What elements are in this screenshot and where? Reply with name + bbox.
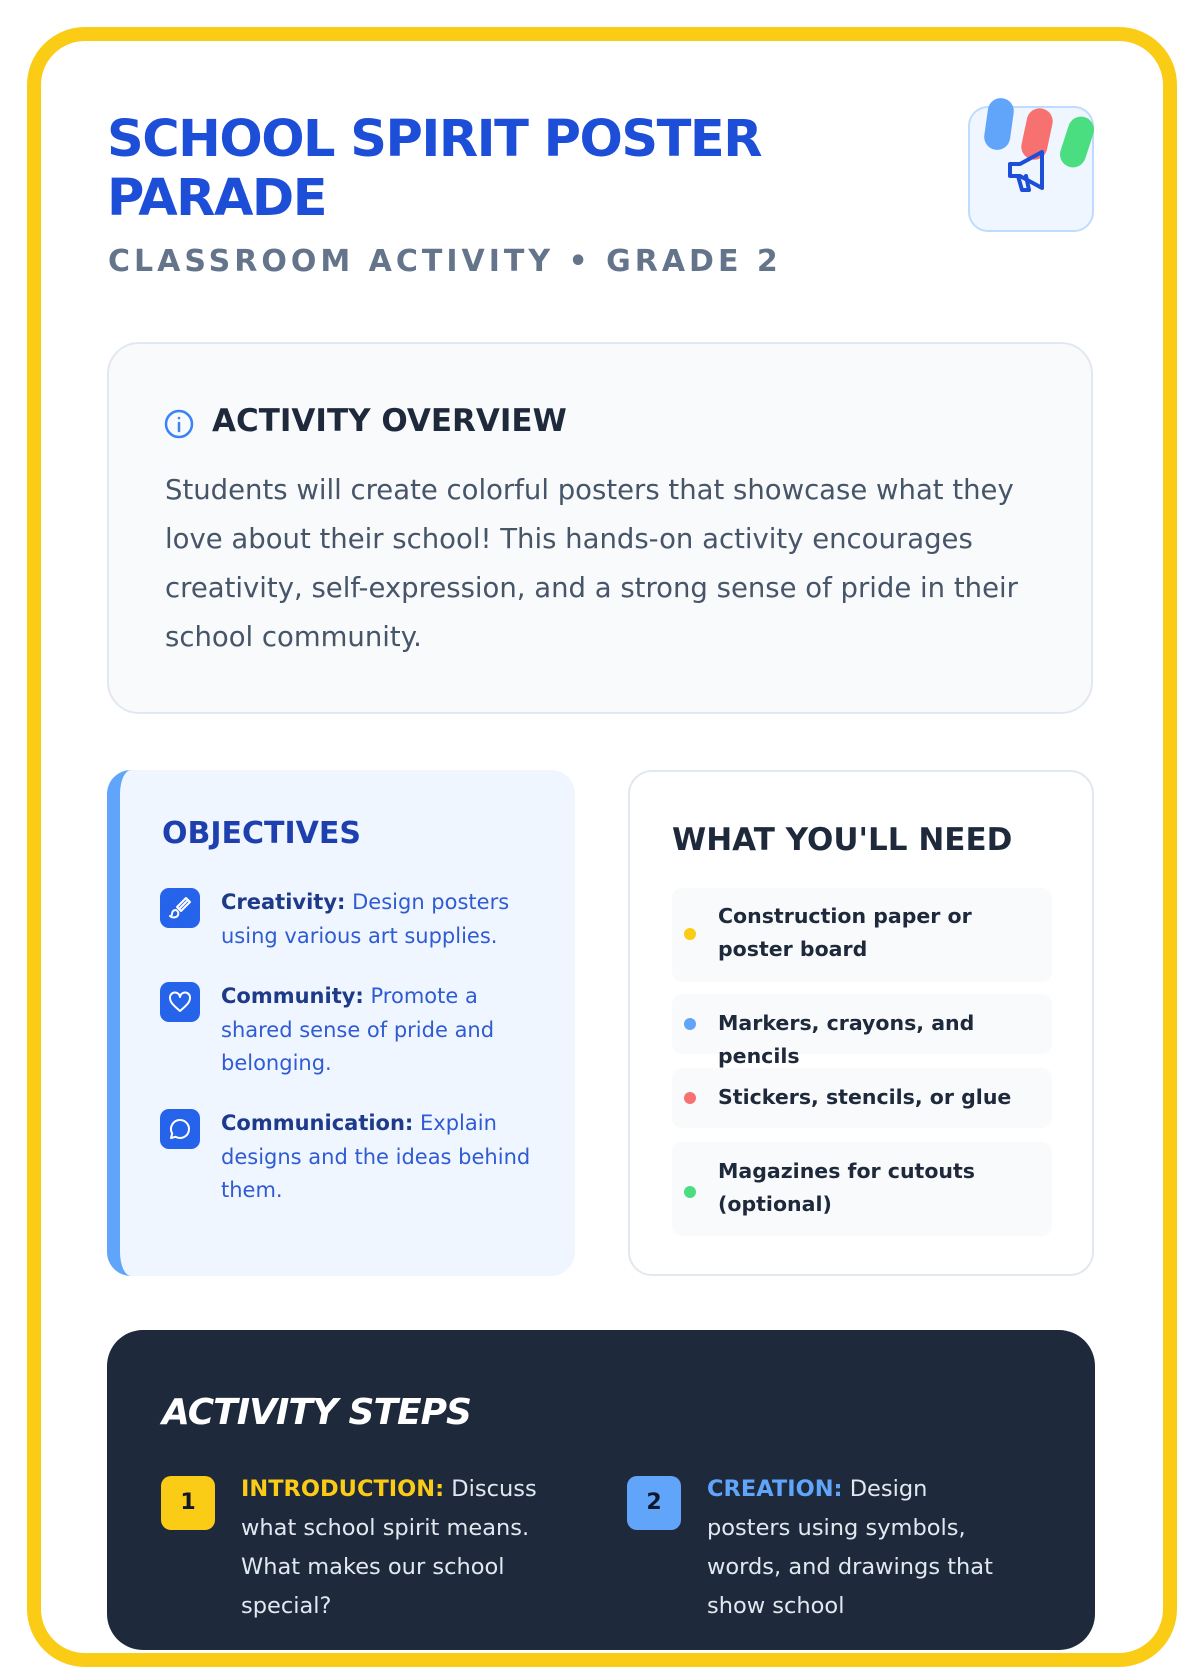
chat-bubble-icon <box>168 1117 192 1141</box>
step-term: CREATION: <box>707 1476 843 1502</box>
bullet-dot <box>684 1092 696 1104</box>
objective-text: Design posters using various art supplies. <box>221 890 510 948</box>
heart-icon <box>168 990 192 1014</box>
supply-label: Magazines for cutouts (optional) <box>718 1159 976 1216</box>
supply-item <box>672 1142 1052 1236</box>
page-title: SCHOOL SPIRIT POSTER PARADE <box>107 110 762 228</box>
step-number-badge: 1 <box>161 1476 215 1530</box>
megaphone-icon <box>1004 146 1064 198</box>
supply-label: Construction paper or poster board <box>718 904 972 961</box>
objectives-card <box>107 770 575 1276</box>
objective-text: Promote a shared sense of pride and belonging. <box>221 984 495 1075</box>
steps-heading: ACTIVITY STEPS <box>162 1392 471 1433</box>
info-icon <box>163 408 195 440</box>
supplies-card <box>628 770 1094 1276</box>
step-description: Discuss what school spirit means. What makes our school special? <box>241 1476 537 1619</box>
page-subtitle: CLASSROOM ACTIVITY • GRADE 2 <box>108 244 782 279</box>
supply-item <box>672 994 1052 1068</box>
bullet-dot <box>684 1186 696 1198</box>
step-text <box>707 1470 1007 1626</box>
paintbrush-icon <box>168 896 192 920</box>
supply-item <box>672 888 1052 982</box>
objective-term: Creativity: <box>221 890 346 914</box>
objective-term: Community: <box>221 984 364 1008</box>
objective-text: Explain designs and the ideas behind them. <box>221 1111 531 1202</box>
overview-heading: ACTIVITY OVERVIEW <box>212 403 567 439</box>
step-term: INTRODUCTION: <box>241 1476 445 1502</box>
objective-term: Communication: <box>221 1111 414 1135</box>
step-text <box>241 1470 586 1626</box>
overview-body: Students will create colorful posters that showcase what they love about their school! This hands-on activity encourages creativity, self-expression, and a strong sense of pride in their school community. <box>165 474 1018 653</box>
activity-steps-panel <box>107 1330 1095 1650</box>
supply-label: Stickers, stencils, or glue <box>718 1085 1012 1109</box>
bullet-dot <box>684 1018 696 1030</box>
supply-item <box>672 1068 1052 1128</box>
supply-label: Markers, crayons, and pencils <box>718 1011 975 1068</box>
megaphone-badge <box>968 106 1094 232</box>
objectives-heading: OBJECTIVES <box>162 816 361 851</box>
step-number-badge: 2 <box>627 1476 681 1530</box>
activity-overview-card <box>107 342 1093 714</box>
supplies-heading: WHAT YOU'LL NEED <box>672 822 1013 858</box>
bullet-dot <box>684 928 696 940</box>
step-description: Design posters using symbols, words, and drawings that show school <box>707 1476 993 1619</box>
